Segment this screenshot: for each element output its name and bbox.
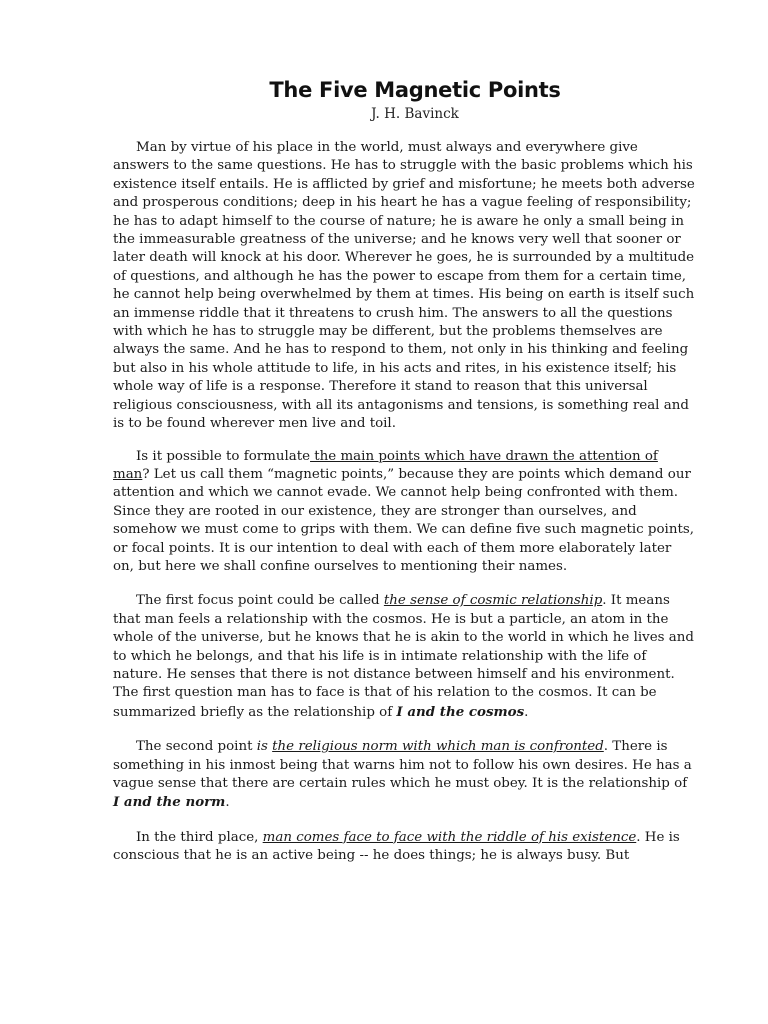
emphasis-phrase: man comes face to face with the riddle of his existence [262,829,637,845]
emphasis-phrase: the sense of cosmic relationship [383,593,603,609]
document-author: J. H. Bavinck [371,106,459,122]
key-relationship: I and the cosmos [396,703,525,720]
key-relationship: I and the norm [113,794,226,811]
document-body [113,139,696,882]
document-title: The Five Magnetic Points [269,78,561,102]
underlined-phrase: the main points which have drawn the attention of man [113,448,658,482]
paragraph-2: Is it possible to formulate the main points which have drawn the attention of man? Let us call them “magnetic points,” because they are points which demand our attention and which we cannot evade. We cannot help being confronted with them. Since they are rooted in our existence, they are stronger than ourselves, and somehow we must come to grips with them. We can define five such magnetic points, or focal points. It is our intention to deal with each of them more elaborately later on, but here we shall confine ourselves to mentioning their names. [113,448,694,574]
paragraph-1: Man by virtue of his place in the world, must always and everywhere give answers to the same questions. He has to struggle with the basic problems which his existence itself entails. He is afflicted by grief and misfortune; he meets both adverse and prosperous conditions; deep in his heart he has a vague feeling of responsibility; he has to adapt himself to the course of nature; he is aware he only a small being in the immeasurable greatness of the universe; and he knows very well that sooner or later death will knock at his door. Wherever he goes, he is surrounded by a multitude of questions, and although he has the power to escape from them for a certain time, he cannot help being overwhelmed by them at times. His being on earth is itself such an immense riddle that it threatens to crush him. The answers to all the questions with which he has to struggle may be different, but the problems themselves are always the same. And he has to respond to them, not only in his thinking and feeling but also in his whole attitude to life, in his acts and rites, in his existence itself; his whole way of life is a response. Therefore it stand to reason that this universal religious consciousness, with all its antagonisms and tensions, is something real and is to be found wherever men live and toil. [113,140,695,432]
emphasis-phrase: the religious norm with which man is confronted [272,739,604,755]
paragraph-4: The second point is the religious norm with which man is confronted. There is something in his inmost being that warns him not to follow his own desires. He has a vague sense that there are certain rules which he must obey. It is the relationship of I and the norm. [113,739,692,811]
paragraph-5: In the third place, man comes face to face with the riddle of his existence. He is conscious that he is an active being -- he does things; he is always busy. But [113,829,680,864]
paragraph-3: The first focus point could be called the sense of cosmic relationship. It means that man feels a relationship with the cosmos. He is but a particle, an atom in the whole of the universe, but he knows that he is akin to the world in which he lives and to which he belongs, and that his life is in intimate relationship with the life of nature. He senses that there is not distance between himself and his environment. The first question man has to face is that of his relation to the cosmos. It can be summarized briefly as the relationship of I and the cosmos. [113,593,694,720]
